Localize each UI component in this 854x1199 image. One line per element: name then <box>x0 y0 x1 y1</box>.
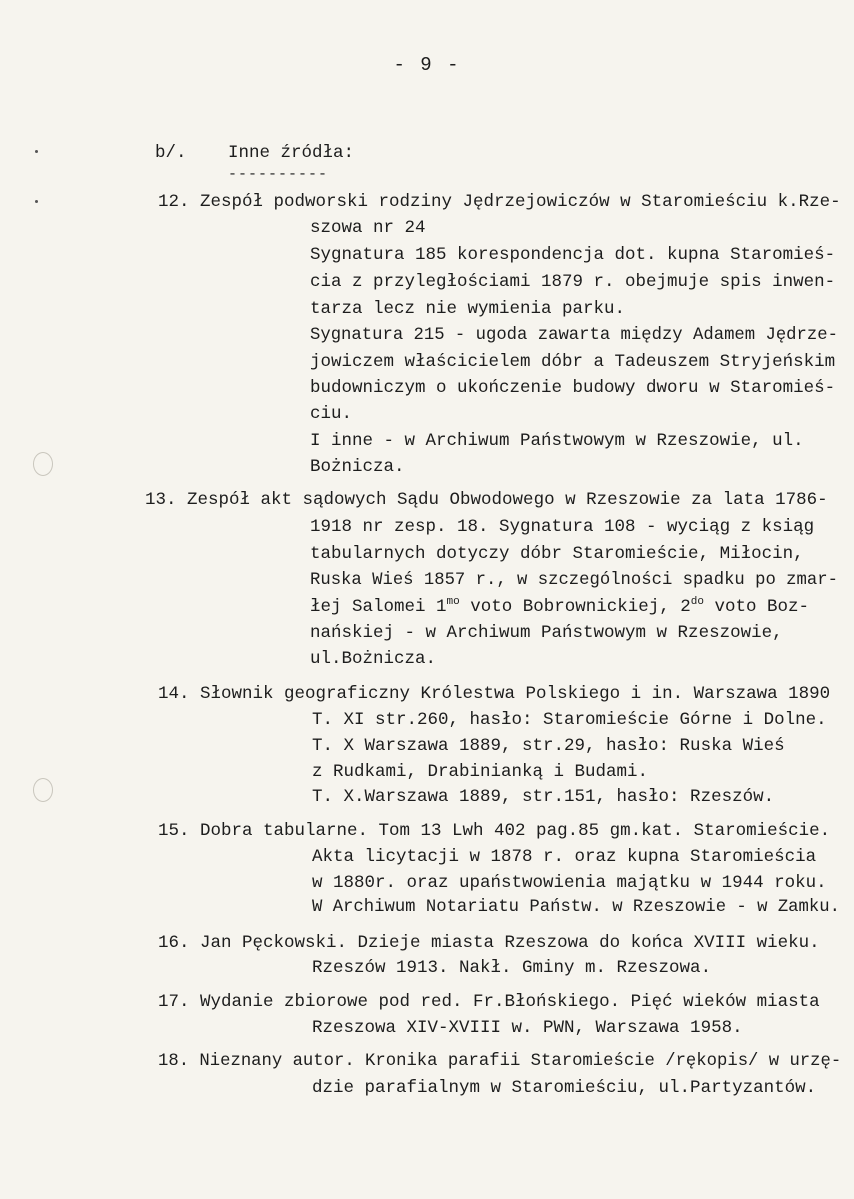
entry-12-line-3: Sygnatura 185 korespondencja dot. kupna Staromieś- <box>310 245 836 265</box>
entry-12-line-6: Sygnatura 215 - ugoda zawarta między Adamem Jędrze- <box>310 326 838 345</box>
entry-13-line-2: 1918 nr zesp. 18. Sygnatura 108 - wyciąg z ksiąg <box>310 517 815 537</box>
margin-mark <box>35 200 38 203</box>
entry-12-line-4: cia z przyległościami 1879 r. obejmuje spis inwen- <box>310 272 836 292</box>
entry-17-line-2: Rzeszowa XIV-XVIII w. PWN, Warszawa 1958. <box>312 1018 743 1038</box>
entry-12-line-5: tarza lecz nie wymienia parku. <box>310 299 626 319</box>
entry-14-line-5: T. X.Warszawa 1889, str.151, hasło: Rzeszów. <box>312 787 775 807</box>
entry-13-line-4: Ruska Wieś 1857 r., w szczególności spadku po zmar- <box>310 571 838 590</box>
entry-14-line-1: 14. Słownik geograficzny Królestwa Polskiego i in. Warszawa 1890 <box>158 684 831 704</box>
entry-15-line-1: 15. Dobra tabularne. Tom 13 Lwh 402 pag.85 gm.kat. Staromieście. <box>158 821 831 841</box>
section-title: Inne źródła: <box>228 143 355 163</box>
entry-12-line-2: szowa nr 24 <box>310 218 426 238</box>
page-number: - 9 - <box>393 54 461 76</box>
entry-13-line-1: 13. Zespół akt sądowych Sądu Obwodowego w Rzeszowie za lata 1786- <box>145 490 828 510</box>
entry-13-line-6: nańskiej - w Archiwum Państwowym w Rzeszowie, <box>310 623 783 643</box>
entry-12-line-9: ciu. <box>310 404 353 424</box>
punch-hole <box>33 778 53 802</box>
entry-15-line-3: w 1880r. oraz upaństwowienia majątku w 1944 roku. <box>312 873 827 893</box>
entry-14-line-3: T. X Warszawa 1889, str.29, hasło: Ruska Wieś <box>312 736 785 756</box>
entry-16-line-1: 16. Jan Pęckowski. Dzieje miasta Rzeszowa do końca XVIII wieku. <box>158 933 820 953</box>
entry-17-line-1: 17. Wydanie zbiorowe pod red. Fr.Błońskiego. Pięć wieków miasta <box>158 992 820 1012</box>
entry-15-line-2: Akta licytacji w 1878 r. oraz kupna Staromieścia <box>312 847 817 867</box>
section-letter: b/. <box>155 143 187 163</box>
section-underline: ---------- <box>228 166 329 183</box>
entry-12-line-7: jowiczem właścicielem dóbr a Tadeuszem Stryjeńskim <box>310 352 836 372</box>
entry-18-line-2: dzie parafialnym w Staromieściu, ul.Partyzantów. <box>312 1078 817 1098</box>
entry-13-line-7: ul.Bożnicza. <box>310 649 437 669</box>
entry-13-line-3: tabularnych dotyczy dóbr Staromieście, Miłocin, <box>310 544 804 564</box>
entry-12-line-1: 12. Zespół podworski rodziny Jędrzejowiczów w Staromieściu k.Rze- <box>158 192 841 212</box>
entry-12-line-11: Bożnicza. <box>310 457 405 477</box>
entry-14-line-4: z Rudkami, Drabinianką i Budami. <box>312 762 649 782</box>
entry-12-line-10: I inne - w Archiwum Państwowym w Rzeszowie, ul. <box>310 431 804 451</box>
margin-mark <box>35 150 38 153</box>
entry-12-line-8: budowniczym o ukończenie budowy dworu w Staromieś- <box>310 378 836 398</box>
punch-hole <box>33 452 53 476</box>
entry-18-line-1: 18. Nieznany autor. Kronika parafii Staromieście /rękopis/ w urzę- <box>158 1052 842 1071</box>
entry-15-line-4: W Archiwum Notariatu Państw. w Rzeszowie - w Zamku. <box>312 898 840 917</box>
entry-13-line-5: łej Salomei $1^{mo}$ voto Bobrownickiej, $2^{do}$ voto Boz- <box>310 596 810 617</box>
entry-14-line-2: T. XI str.260, hasło: Staromieście Górne i Dolne. <box>312 710 827 730</box>
entry-16-line-2: Rzeszów 1913. Nakł. Gminy m. Rzeszowa. <box>312 958 712 978</box>
